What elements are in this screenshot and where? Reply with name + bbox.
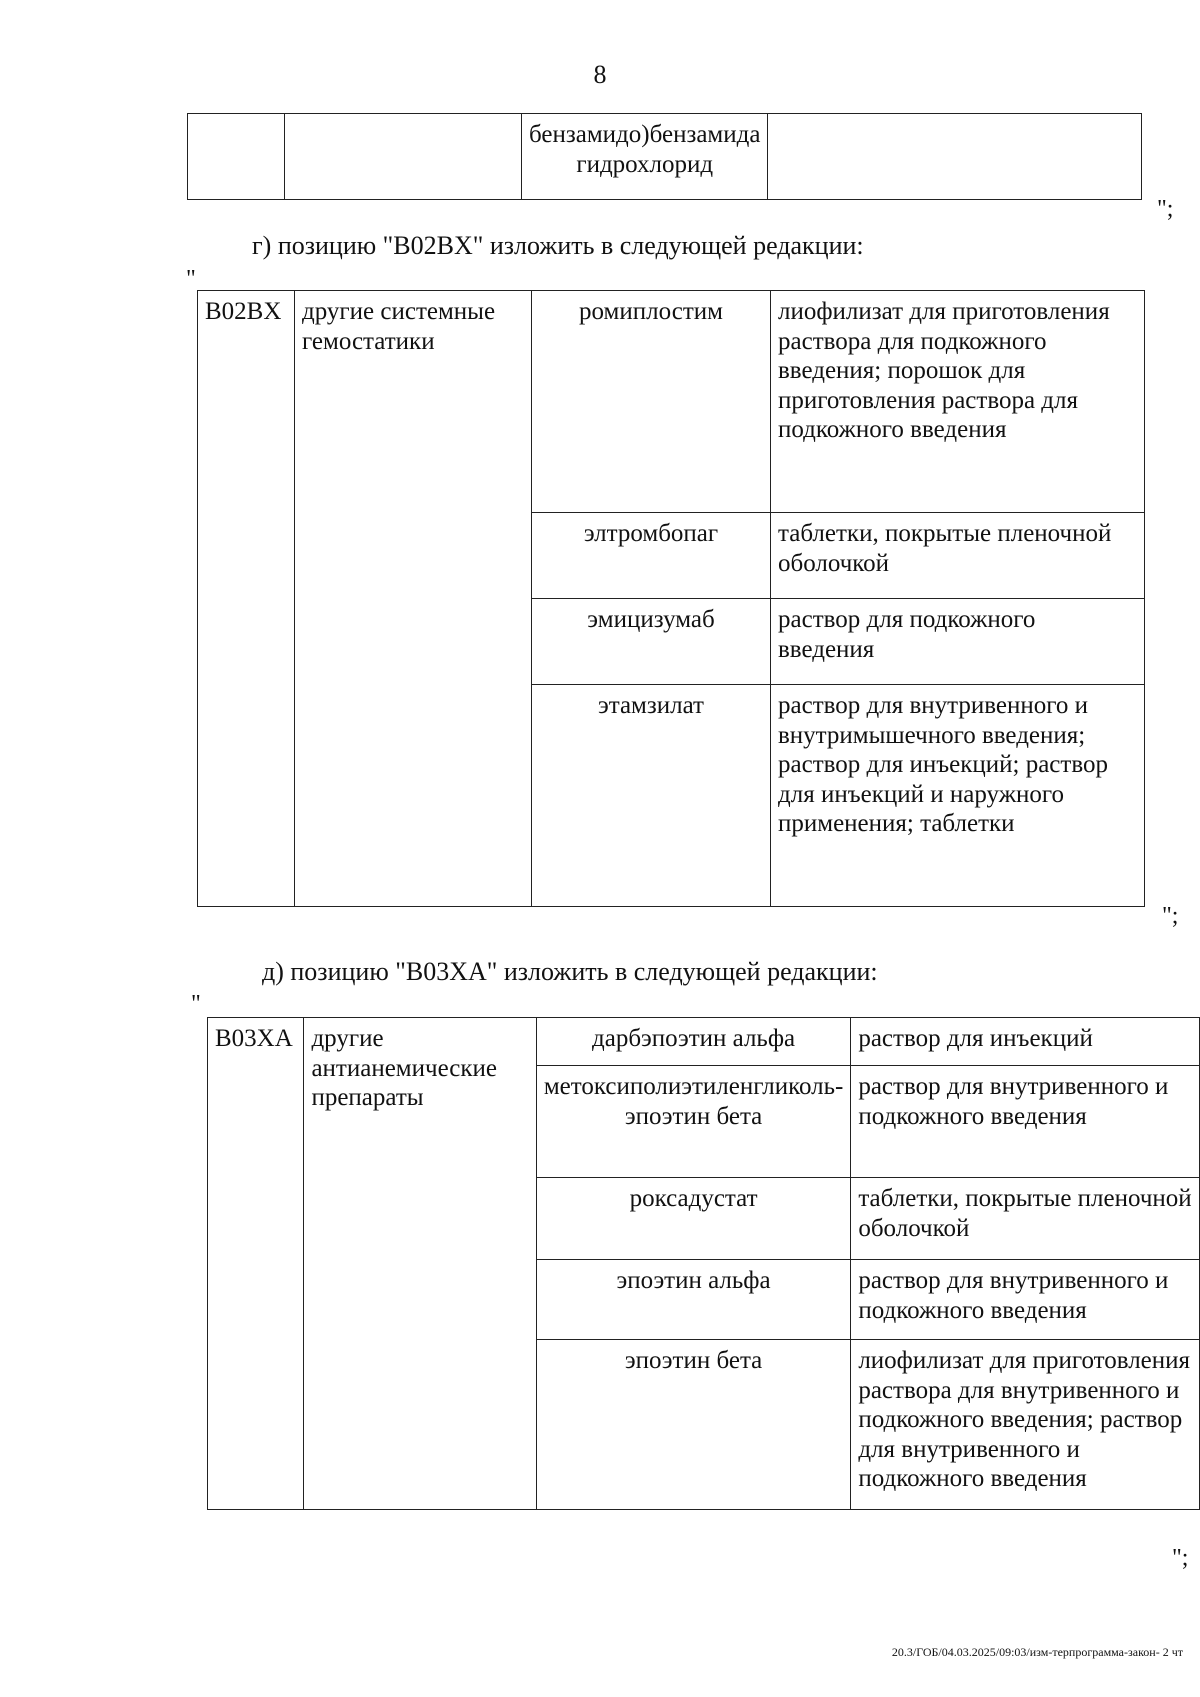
forms-cell: раствор для подкожного введения	[771, 599, 1145, 685]
substance-cell: роксадустат	[536, 1178, 851, 1260]
substance-cell: эпоэтин бета	[536, 1340, 851, 1510]
closing-quote: ";	[1157, 196, 1174, 222]
group-cell: другие системные гемостатики	[295, 291, 532, 907]
forms-cell	[768, 114, 1142, 200]
substance-cell: метоксиполиэтиленгликоль-эпоэтин бета	[536, 1066, 851, 1178]
footer-reference: 20.3/ГОБ/04.03.2025/09:03/изм-терпрограмма-закон- 2 чт	[891, 1645, 1183, 1659]
substance-cell: эпоэтин альфа	[536, 1260, 851, 1340]
code-cell	[188, 114, 285, 200]
group-cell	[285, 114, 522, 200]
forms-cell: раствор для внутривенного и внутримышечного введения; раствор для инъекций; раствор для инъекций и наружного применения; таблетки	[771, 685, 1145, 907]
section-g-heading: г) позицию "B02BX" изложить в следующей редакции:	[252, 231, 864, 260]
forms-cell: таблетки, покрытые пленочной оболочкой	[851, 1178, 1200, 1260]
closing-quote: ";	[1162, 903, 1179, 929]
forms-cell: таблетки, покрытые пленочной оболочкой	[771, 513, 1145, 599]
forms-cell: лиофилизат для приготовления раствора для подкожного введения; порошок для приготовления раствора для подкожного введения	[771, 291, 1145, 513]
substance-cell: эмицизумаб	[532, 599, 771, 685]
table-row	[208, 1018, 1200, 1066]
forms-cell: раствор для внутривенного и подкожного введения	[851, 1260, 1200, 1340]
substance-cell: элтромбопаг	[532, 513, 771, 599]
table-b02bx	[197, 290, 1145, 907]
forms-cell: раствор для внутривенного и подкожного введения	[851, 1066, 1200, 1178]
code-cell: B03XA	[208, 1018, 304, 1510]
table-b03xa	[207, 1017, 1200, 1510]
opening-quote: "	[186, 266, 196, 292]
continuation-table	[187, 113, 1142, 200]
substance-cell: бензамидо)бензамида гидрохлорид	[522, 114, 768, 200]
opening-quote: "	[191, 991, 201, 1017]
closing-quote: ";	[1172, 1545, 1189, 1571]
forms-cell: раствор для инъекций	[851, 1018, 1200, 1066]
group-cell: другие антианемические препараты	[304, 1018, 536, 1510]
substance-cell: этамзилат	[532, 685, 771, 907]
substance-cell: ромиплостим	[532, 291, 771, 513]
table-row	[198, 291, 1145, 513]
table-row	[188, 114, 1142, 200]
forms-cell: лиофилизат для приготовления раствора для внутривенного и подкожного введения; раствор для внутривенного и подкожного введения	[851, 1340, 1200, 1510]
substance-cell: дарбэпоэтин альфа	[536, 1018, 851, 1066]
code-cell: B02BX	[198, 291, 295, 907]
page-number: 8	[593, 60, 607, 89]
section-d-heading: д) позицию "B03XA" изложить в следующей редакции:	[262, 957, 878, 986]
